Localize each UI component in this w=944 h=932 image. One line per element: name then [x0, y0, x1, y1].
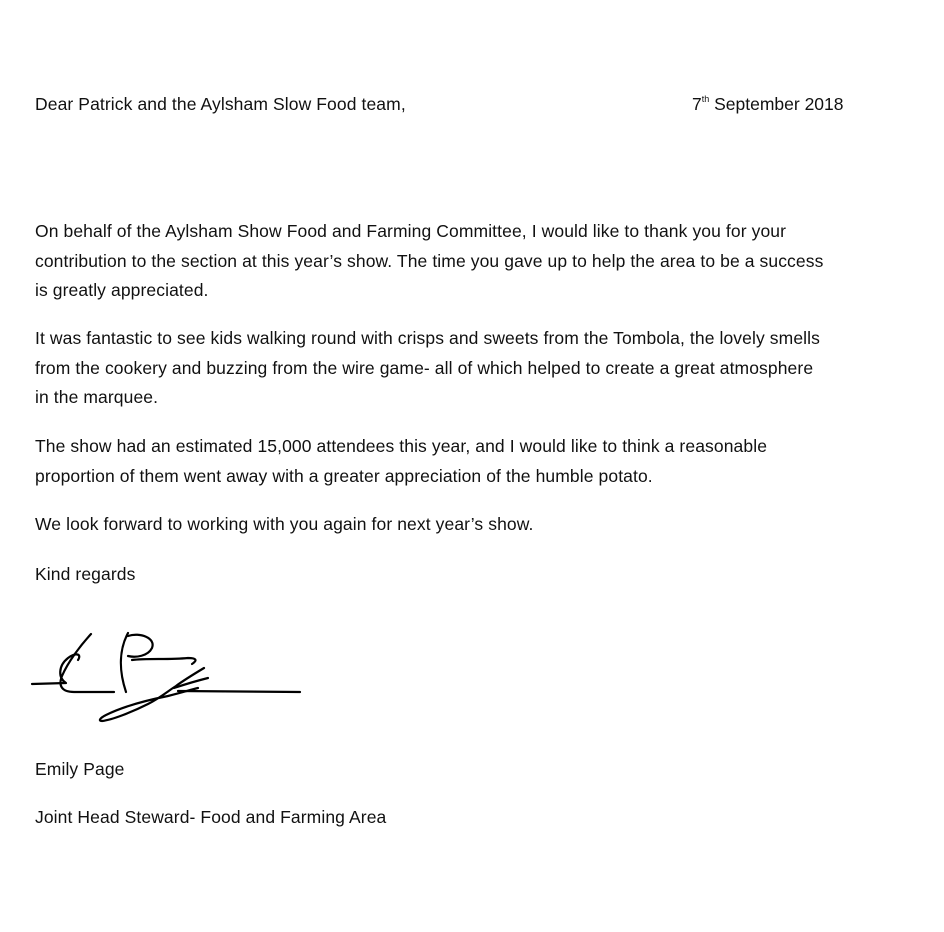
- paragraph-line: On behalf of the Aylsham Show Food and Farming Committee, I would like to thank you for your: [35, 221, 787, 241]
- paragraph-line: contribution to the section at this year’s show. The time you gave up to help the area to be a success: [35, 250, 824, 271]
- date-ordinal-suffix: th: [701, 94, 710, 104]
- paragraph-line: The show had an estimated 15,000 attendees this year, and I would like to think a reasonable: [35, 436, 768, 456]
- paragraph-line: proportion of them went away with a greater appreciation of the humble potato.: [35, 465, 653, 486]
- paragraph-attendance: [35, 432, 767, 491]
- paragraph-line: It was fantastic to see kids walking round with crisps and sweets from the Tombola, the lovely smells: [35, 328, 820, 348]
- signatory-name: Emily Page: [35, 759, 125, 779]
- salutation: Dear Patrick and the Aylsham Slow Food team,: [35, 94, 406, 114]
- signatory-title: Joint Head Steward- Food and Farming Area: [35, 807, 387, 827]
- letter-date: [692, 90, 844, 120]
- date-month-year: September 2018: [709, 94, 844, 114]
- paragraph-line: in the marquee.: [35, 387, 159, 407]
- handwritten-signature-icon: [28, 628, 308, 728]
- paragraph-line: We look forward to working with you again for next year’s show.: [35, 514, 534, 534]
- paragraph-thanks: [35, 217, 823, 306]
- paragraph-atmosphere: [35, 324, 820, 413]
- date-day: 7: [692, 94, 702, 114]
- closing-salutation: Kind regards: [35, 564, 136, 584]
- paragraph-next-year: [35, 510, 534, 540]
- paragraph-line: from the cookery and buzzing from the wire game- all of which helped to create a great atmosphere: [35, 357, 814, 378]
- paragraph-line: is greatly appreciated.: [35, 280, 209, 300]
